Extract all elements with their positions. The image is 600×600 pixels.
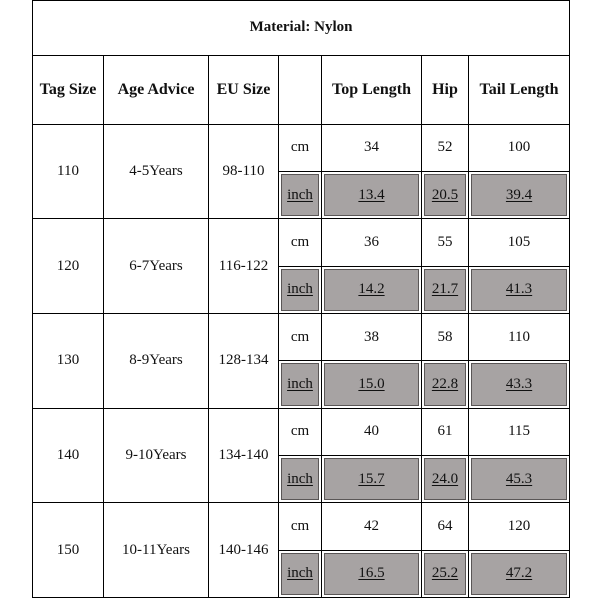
- tag-size-cell: 150: [33, 503, 104, 598]
- unit-inch-label: [279, 455, 322, 502]
- tail-length-cm: 115: [469, 408, 570, 455]
- tail-length-cm: 105: [469, 219, 570, 266]
- hip-inch-text: 22.8: [431, 375, 459, 392]
- age-advice-cell: 6-7Years: [104, 219, 209, 314]
- header-eu-size: EU Size: [209, 55, 279, 124]
- top-length-cm: 36: [322, 219, 422, 266]
- tag-size-cell: 140: [33, 408, 104, 503]
- tag-size-cell: 130: [33, 313, 104, 408]
- unit-cm-label: cm: [279, 313, 322, 360]
- size-row-cm: [33, 219, 570, 266]
- unit-inch-label-text: inch: [287, 186, 313, 203]
- top-length-cm: 34: [322, 124, 422, 171]
- top-length-inch-text: 16.5: [358, 565, 385, 582]
- age-advice-cell: 4-5Years: [104, 124, 209, 219]
- header-top-length: Top Length: [322, 55, 422, 124]
- hip-inch: [422, 171, 469, 218]
- unit-inch-label: [279, 361, 322, 408]
- hip-inch: [422, 266, 469, 313]
- header-tail-length: Tail Length: [469, 55, 570, 124]
- top-length-cm: 38: [322, 313, 422, 360]
- header-hip: Hip: [422, 55, 469, 124]
- hip-inch-text: 24.0: [431, 470, 459, 487]
- age-advice-cell: 10-11Years: [104, 503, 209, 598]
- tail-length-inch: [469, 171, 570, 218]
- header-tag-size: Tag Size: [33, 55, 104, 124]
- unit-cm-label: cm: [279, 408, 322, 455]
- age-advice-cell: 9-10Years: [104, 408, 209, 503]
- unit-inch-label: [279, 550, 322, 597]
- top-length-inch: [322, 266, 422, 313]
- size-row-cm: [33, 408, 570, 455]
- tail-length-inch-text: 45.3: [505, 470, 533, 487]
- eu-size-cell: 128-134: [209, 313, 279, 408]
- eu-size-cell: 134-140: [209, 408, 279, 503]
- hip-inch-text: 25.2: [431, 565, 459, 582]
- top-length-inch-text: 15.0: [358, 375, 385, 392]
- eu-size-cell: 140-146: [209, 503, 279, 598]
- hip-cm: 64: [422, 503, 469, 550]
- top-length-inch-text: 14.2: [358, 281, 385, 298]
- top-length-inch: [322, 455, 422, 502]
- top-length-cm: 42: [322, 503, 422, 550]
- size-row-cm: [33, 124, 570, 171]
- tail-length-inch-text: 43.3: [505, 375, 533, 392]
- header-unit: [279, 55, 322, 124]
- unit-cm-label: cm: [279, 124, 322, 171]
- tail-length-cm: 100: [469, 124, 570, 171]
- unit-inch-label-text: inch: [287, 281, 313, 298]
- size-row-cm: [33, 503, 570, 550]
- chart-title: Material: Nylon: [33, 1, 570, 56]
- age-advice-cell: 8-9Years: [104, 313, 209, 408]
- tail-length-inch-text: 39.4: [505, 186, 533, 203]
- hip-inch: [422, 550, 469, 597]
- eu-size-cell: 116-122: [209, 219, 279, 314]
- hip-inch-text: 21.7: [431, 281, 459, 298]
- hip-inch-text: 20.5: [431, 186, 459, 203]
- tail-length-inch-text: 47.2: [505, 565, 533, 582]
- tail-length-cm: 120: [469, 503, 570, 550]
- tail-length-inch: [469, 550, 570, 597]
- top-length-inch: [322, 171, 422, 218]
- size-chart-table: [32, 0, 570, 598]
- hip-inch: [422, 455, 469, 502]
- unit-inch-label: [279, 171, 322, 218]
- unit-inch-label-text: inch: [287, 375, 313, 392]
- tail-length-inch: [469, 455, 570, 502]
- size-row-cm: [33, 313, 570, 360]
- tag-size-cell: 110: [33, 124, 104, 219]
- tail-length-inch-text: 41.3: [505, 281, 533, 298]
- tail-length-cm: 110: [469, 313, 570, 360]
- tag-size-cell: 120: [33, 219, 104, 314]
- hip-cm: 55: [422, 219, 469, 266]
- top-length-inch: [322, 550, 422, 597]
- header-row: [33, 55, 570, 124]
- top-length-cm: 40: [322, 408, 422, 455]
- hip-cm: 52: [422, 124, 469, 171]
- hip-inch: [422, 361, 469, 408]
- tail-length-inch: [469, 266, 570, 313]
- hip-cm: 61: [422, 408, 469, 455]
- top-length-inch-text: 15.7: [358, 470, 385, 487]
- unit-inch-label-text: inch: [287, 470, 313, 487]
- unit-cm-label: cm: [279, 219, 322, 266]
- unit-inch-label-text: inch: [287, 565, 313, 582]
- unit-inch-label: [279, 266, 322, 313]
- unit-cm-label: cm: [279, 503, 322, 550]
- top-length-inch-text: 13.4: [358, 186, 385, 203]
- top-length-inch: [322, 361, 422, 408]
- eu-size-cell: 98-110: [209, 124, 279, 219]
- header-age-advice: Age Advice: [104, 55, 209, 124]
- hip-cm: 58: [422, 313, 469, 360]
- tail-length-inch: [469, 361, 570, 408]
